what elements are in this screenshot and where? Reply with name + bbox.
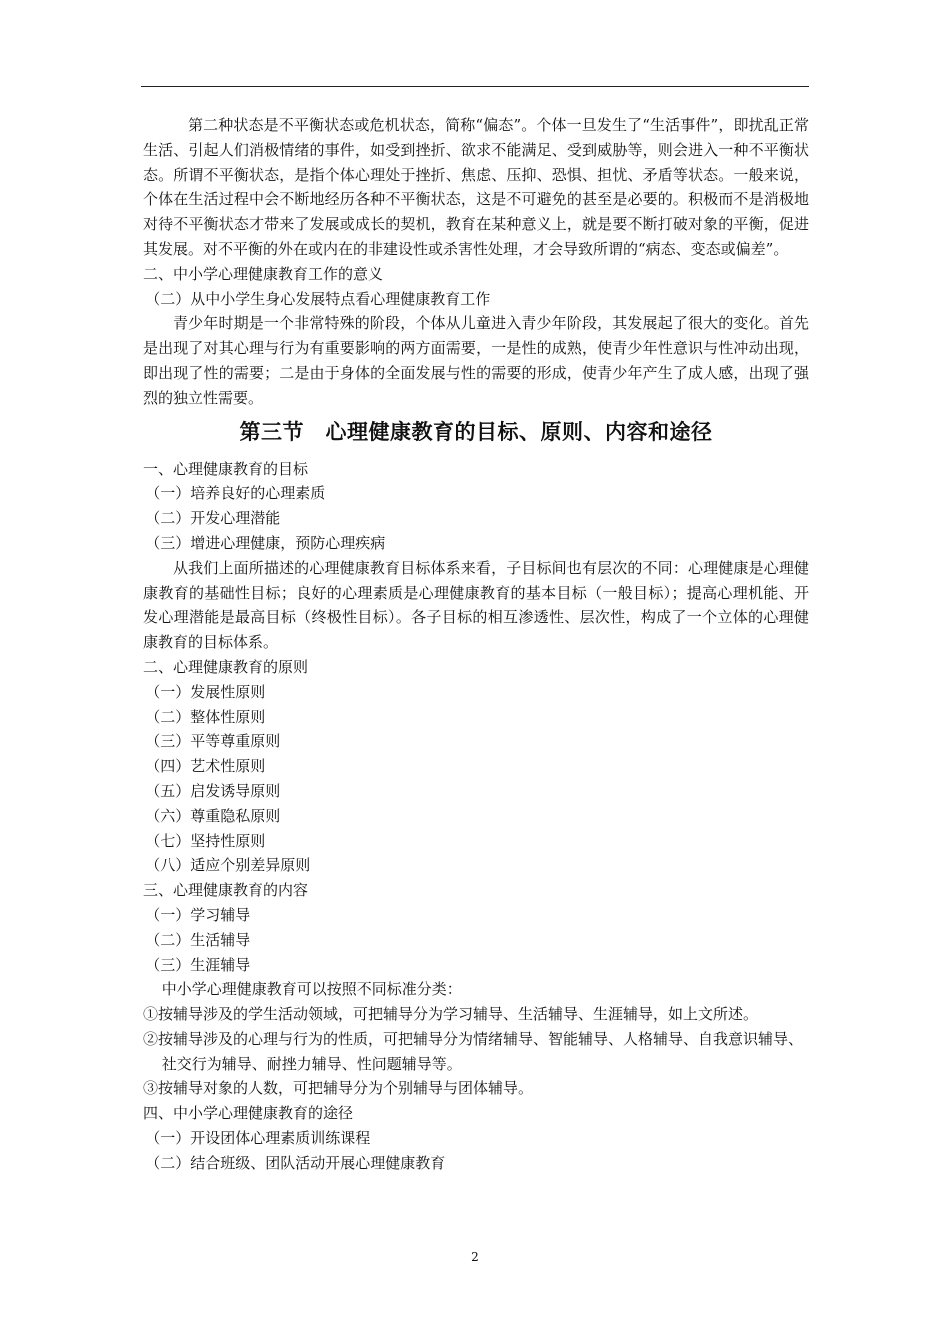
- list-item-approach: （二）结合班级、团队活动开展心理健康教育: [145, 1153, 446, 1172]
- document-body: [143, 113, 809, 1176]
- list-item-principle: （四）艺术性原则: [145, 757, 266, 776]
- subheading-development: （二）从中小学生身心发展特点看心理健康教育工作: [145, 289, 491, 308]
- classification-item: ②按辅导涉及的心理与行为的性质，可把辅导分为情绪辅导、智能辅导、人格辅导、自我意识辅导、社交行为辅导、耐挫力辅导、性问题辅导等。: [143, 1029, 804, 1073]
- list-item-content: （二）生活辅导: [145, 930, 251, 949]
- list-item-principle: （六）尊重隐私原则: [145, 806, 281, 825]
- list-item-principle: （二）整体性原则: [145, 707, 266, 726]
- classification-intro: 中小学心理健康教育可以按照不同标准分类：: [161, 980, 462, 999]
- list-item-goal: （三）增进心理健康，预防心理疾病: [145, 533, 386, 552]
- heading-content: 三、心理健康教育的内容: [143, 881, 309, 900]
- heading-significance: 二、中小学心理健康教育工作的意义: [143, 264, 384, 283]
- classification-item: ③按辅导对象的人数，可把辅导分为个别辅导与团体辅导。: [143, 1079, 534, 1098]
- heading-approaches: 四、中小学心理健康教育的途径: [143, 1104, 354, 1123]
- paragraph-goal-system: 从我们上面所描述的心理健康教育目标体系来看，子目标间也有层次的不同：心理健康是心理健康教育的基础性目标；良好的心理素质是心理健康教育的基本目标（一般目标）；提高心理机能、开发心理潜能是最高目标（终极性目标）。各子目标的相互渗透性、层次性，构成了一个立体的心理健康教育的目标体系。: [143, 558, 809, 652]
- list-item-content: （一）学习辅导: [145, 905, 251, 924]
- section-title: 第三节 心理健康教育的目标、原则、内容和途径: [239, 418, 713, 444]
- list-item-principle: （三）平等尊重原则: [145, 732, 281, 751]
- list-item-principle: （五）启发诱导原则: [145, 781, 281, 800]
- list-item-principle: （七）坚持性原则: [145, 831, 266, 850]
- header-rule: [141, 86, 809, 87]
- list-item-goal: （一）培养良好的心理素质: [145, 484, 326, 503]
- paragraph-adolescence: 青少年时期是一个非常特殊的阶段，个体从儿童进入青少年阶段，其发展起了很大的变化。首先是出现了对其心理与行为有重要影响的两方面需要，一是性的成熟，使青少年性意识与性冲动出现，即出现了性的需要；二是由于身体的全面发展与性的需要的形成，使青少年产生了成人感，出现了强烈的独立性需要。: [143, 314, 809, 407]
- list-item-approach: （一）开设团体心理素质训练课程: [145, 1129, 371, 1148]
- list-item-principle: （一）发展性原则: [145, 682, 266, 701]
- heading-goals: 一、心理健康教育的目标: [143, 459, 309, 478]
- heading-principles: 二、心理健康教育的原则: [143, 657, 309, 676]
- list-item-principle: （八）适应个别差异原则: [145, 856, 311, 875]
- classification-item: ①按辅导涉及的学生活动领域，可把辅导分为学习辅导、生活辅导、生涯辅导，如上文所述。: [143, 1005, 759, 1024]
- list-item-content: （三）生涯辅导: [145, 955, 251, 974]
- page-number: 2: [471, 1250, 479, 1264]
- paragraph-imbalance-state: 第二种状态是不平衡状态或危机状态，简称“偏态”。个体一旦发生了“生活事件”，即扰乱正常生活、引起人们消极情绪的事件，如受到挫折、欲求不能满足、受到威胁等，则会进入一种不平衡状态。所谓不平衡状态，是指个体心理处于挫折、焦虑、压抑、恐惧、担忧、矛盾等状态。一般来说，个体在生活过程中会不断地经历各种不平衡状态，这是不可避免的甚至是必要的。积极而不是消极地对待不平衡状态才带来了发展或成长的契机，教育在某种意义上，就是要不断打破对象的平衡，促进其发展。对不平衡的外在或内在的非建设性或杀害性处理，才会导致所谓的“病态、变态或偏差”。: [143, 116, 809, 258]
- list-item-goal: （二）开发心理潜能: [145, 509, 281, 528]
